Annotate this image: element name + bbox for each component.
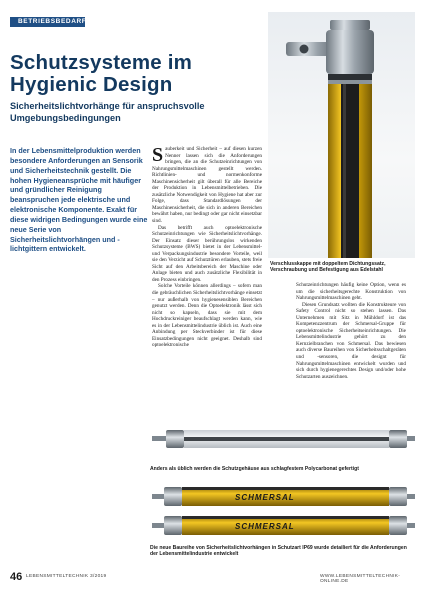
article-intro: In der Lebensmittelproduktion werden besondere Anforderungen an Sensorik und Sicherheitstechnik gestellt. Die hohen Hygieneansprüche mit häufiger und gründlicher Reinigung beanspruchen jede elektrische und elektronische Komponente. Exakt für diese widrigen Bedingungen wurde eine neue Serie von Sicherheitslichtvorhängen und -lichtgittern entwickelt. bbox=[10, 146, 148, 254]
body-paragraph-1 bbox=[152, 146, 262, 225]
body-paragraph-5: Diesen Grundsatz wollten die Konstrukteure von Safety Control nicht so stehen lassen. Das Unternehmen mit Sitz in Mühldorf ist das Kompetenzzentrum der Schmersal-Gruppe für optoelektronische Sicherheitseinrichtungen. Die Lebensmittelindustrie gehört zu den Kernzielbranchen von Schmersal. Das bewiesen auch diverse Baureihen von Sicherheitsschaltgeräten und -sensoren, die designt für Nahrungsmittelmaschinen entwickelt wurden und sich durch hygienegerechtes Design und/oder hohe Schutzarten auszeichnen. bbox=[296, 301, 406, 380]
photo-caption-middle: Anders als üblich werden die Schutzgehäuse aus schlagfestem Polycarbonat gefertigt bbox=[150, 466, 359, 472]
body-paragraph-1-text: auberkeit und Sicherheit – auf diesen kurzen Nenner lassen sich die Anforderungen bringen, die an die Schutzeinrichtungen von Nahrungsmittelmaschinen gestellt werden. Richtlinien- und normenkonforme Maschinensicherheit gilt überall für alle Bereiche der Produktion in Lebensmittelbetrieben. Die zusätzliche Notwendigkeit von Hygiene hat aber zur Folge, dass Standardlösungen der Maschinensicherheit, die sich in anderen Bereichen bewährt haben, nur bedingt oder gar nicht einsetzbar sind. bbox=[152, 146, 262, 225]
clear-curtain-illustration bbox=[150, 418, 415, 460]
body-paragraph-2: Das betrifft auch optoelektronische Schutzeinrichtungen wie Sicherheitslichtvorhänge. Der Einsatz dieser berührungslos wirkenden Schutzsysteme (BWS) bietet in der Lebensmittel- und Verpackungsindustrie besondere Vorteile, weil sie den Verzicht auf Schutztüren erlauben, stets freie Sicht auf den Arbeitsbereich der Maschine oder Anlage bieten und auch zusätzliche Flexibilität in den Prozess einbringen. bbox=[152, 224, 262, 283]
footer-url[interactable]: WWW.LEBENSMITTELTECHNIK-ONLINE.DE bbox=[320, 574, 401, 584]
brand-label-2: SCHMERSAL bbox=[235, 522, 295, 531]
section-tag: BETRIEBSBEDARF bbox=[10, 17, 85, 27]
brand-label-1: SCHMERSAL bbox=[235, 493, 295, 502]
photo-light-curtain-cap bbox=[268, 12, 415, 258]
light-curtain-cap-illustration bbox=[268, 12, 415, 258]
photo-caption-bottom: Die neue Baureihe von Sicherheitslichtvorhängen in Schutzart IP69 wurde detailiert für die Anforderungen der Lebensmittelindustrie entwickelt bbox=[150, 545, 407, 558]
photo-clear-curtain bbox=[150, 418, 415, 460]
page-number: 46 bbox=[10, 571, 23, 583]
body-column-1 bbox=[152, 146, 262, 349]
body-paragraph-4: Schutzeinrichtungen häufig keine Option, wenn es um die sicherheitsgerechte Konstruktion von Nahrungsmittelmaschinen geht. bbox=[296, 282, 406, 302]
photo-caption-top: Verschlusskappe mit doppeltem Dichtungssatz, Verschraubung und Befestigung aus Edelstahl bbox=[270, 261, 386, 274]
photo-yellow-curtains bbox=[150, 474, 415, 544]
footer-magazine: LEBENSMITTELTECHNIK 3/2019 bbox=[26, 574, 107, 579]
body-column-2 bbox=[296, 282, 406, 380]
body-paragraph-3: Solche Vorteile können allerdings – sofern man die gebräuchlichen Sicherheitslichtvorhänge einsetzt – nur außerhalb von hygienesensiblen Bereichen genutzt werden. Denn die Optoelektronik lässt sich nicht so kapseln, dass sie mit dem Hochdruckreiniger beaufschlagt werden kann, wie es in der Lebensmittelindustrie üblich ist. Auch eine Anbindung per Steckverbinder ist für diese Einsatzbedingungen nicht geeignet. Deshalb sind optoelektronische bbox=[152, 283, 262, 349]
article-title: Schutzsysteme im Hygienic Design bbox=[10, 51, 193, 96]
drop-cap: S bbox=[152, 144, 164, 166]
article-subtitle: Sicherheitslichtvorhänge für anspruchsvolle Umgebungsbedingungen bbox=[10, 101, 205, 123]
yellow-curtains-illustration bbox=[150, 474, 415, 544]
